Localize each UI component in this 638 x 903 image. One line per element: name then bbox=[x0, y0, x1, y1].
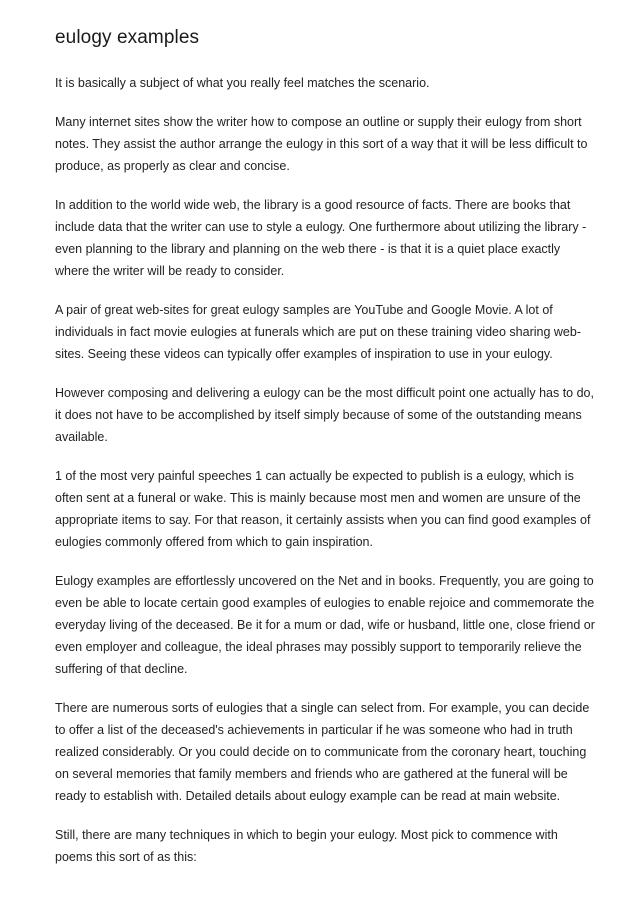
page-title: eulogy examples bbox=[55, 27, 200, 48]
paragraph-1: It is basically a subject of what you really feel matches the scenario. bbox=[55, 76, 430, 90]
paragraph-9: Still, there are many techniques in which to begin your eulogy. Most pick to commence with poems this sort of as this: bbox=[55, 828, 558, 864]
document-page bbox=[55, 24, 595, 885]
paragraph-4: A pair of great web-sites for great eulogy samples are YouTube and Google Movie. A lot of individuals in fact movie eulogies at funerals which are put on these training video sharing web-sites. Seeing these videos can typically offer examples of inspiration to use in your eulogy. bbox=[55, 303, 581, 361]
paragraph-8: There are numerous sorts of eulogies that a single can select from. For example, you can decide to offer a list of the deceased's achievements in particular if he was someone who had in truth realized considerably. Or you could decide on to communicate from the coronary heart, touching on several memories that family members and friends who are gathered at the funeral will be ready to establish with. Detailed details about eulogy example can be read at main website. bbox=[55, 701, 590, 803]
paragraph-3: In addition to the world wide web, the library is a good resource of facts. There are books that include data that the writer can use to style a eulogy. One furthermore about utilizing the library - even planning to the library and planning on the web there - is that it is a quiet place exactly where the writer will be ready to consider. bbox=[55, 198, 587, 278]
paragraph-6: 1 of the most very painful speeches 1 can actually be expected to publish is a eulogy, which is often sent at a funeral or wake. This is mainly because most men and women are unsure of the appropriate items to say. For that reason, it certainly assists when you can find good examples of eulogies commonly offered from which to gain inspiration. bbox=[55, 469, 591, 549]
paragraph-2: Many internet sites show the writer how to compose an outline or supply their eulogy from short notes. They assist the author arrange the eulogy in this sort of a way that it will be less difficult to produce, as properly as clear and concise. bbox=[55, 115, 588, 173]
paragraph-5: However composing and delivering a eulogy can be the most difficult point one actually has to do, it does not have to be accomplished by itself simply because of some of the outstanding means available. bbox=[55, 386, 594, 444]
paragraph-7: Eulogy examples are effortlessly uncovered on the Net and in books. Frequently, you are going to even be able to locate certain good examples of eulogies to enable rejoice and commemorate the everyday living of the deceased. Be it for a mum or dad, wife or husband, little one, close friend or even employer and colleague, the ideal phrases may possibly support to temporarily relieve the suffering of that decline. bbox=[55, 574, 595, 676]
